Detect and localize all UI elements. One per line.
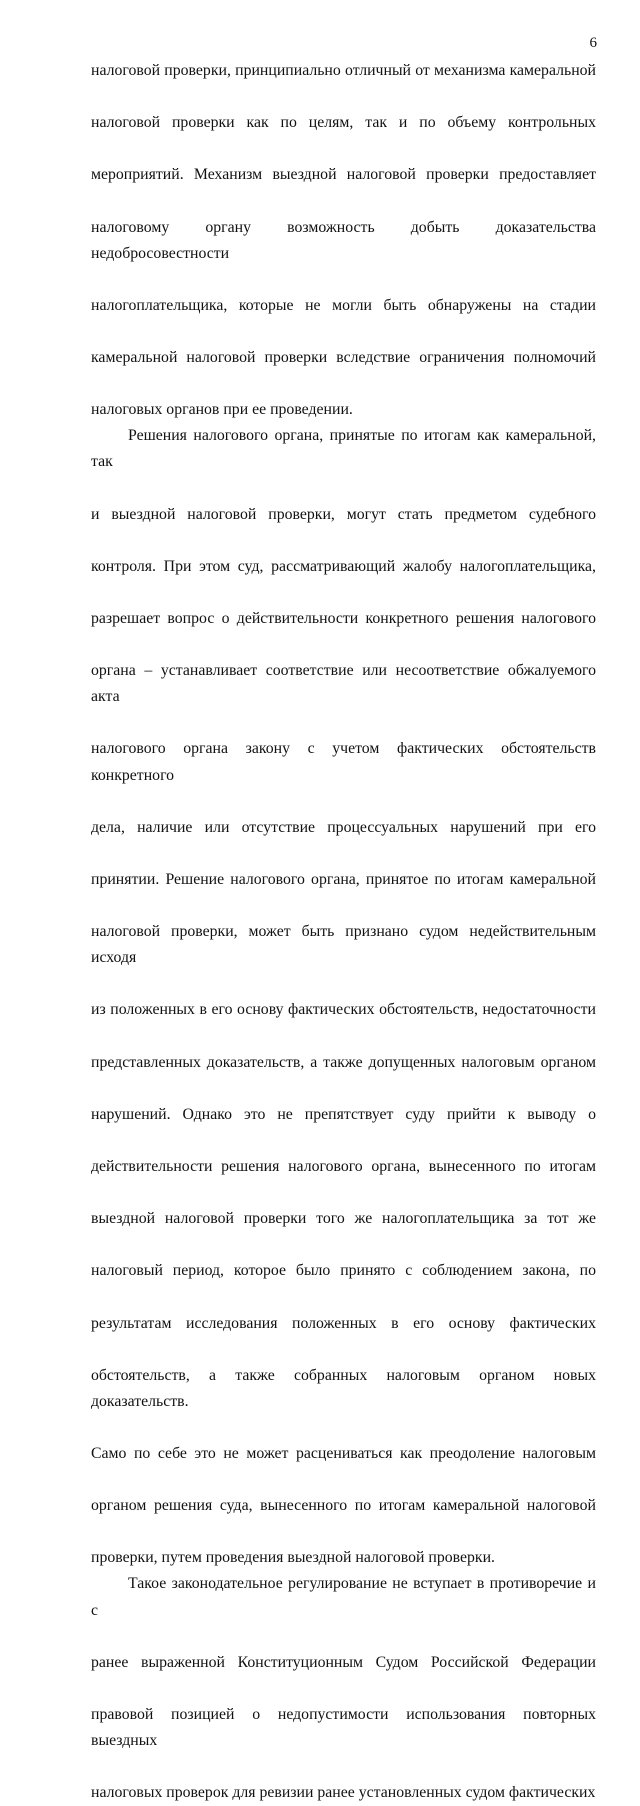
text-line: нарушений. Однако это не препятствует суду прийти к выводу о: [91, 1105, 596, 1123]
text-line: камеральной налоговой проверки вследствие ограничения полномочий: [91, 349, 596, 367]
paragraph: [91, 58, 596, 423]
text-line: Решения налогового органа, принятые по итогам как камеральной, так: [91, 427, 596, 471]
text-line: и выездной налоговой проверки, могут стать предметом судебного: [91, 505, 596, 523]
text-line: органа – устанавливает соответствие или несоответствие обжалуемого акта: [91, 662, 596, 706]
text-line: правовой позицией о недопустимости использования повторных выездных: [91, 1705, 596, 1749]
text-line: налогоплательщика, которые не могли быть обнаружены на стадии: [91, 296, 596, 314]
text-line: мероприятий. Механизм выездной налоговой проверки предоставляет: [91, 166, 596, 184]
page-number: 6: [589, 35, 597, 51]
text-line: налоговый период, которое было принято с соблюдением закона, по: [91, 1262, 596, 1280]
body-text: [91, 58, 596, 1806]
text-line: представленных доказательств, а также допущенных налоговым органом: [91, 1053, 596, 1071]
text-line: дела, наличие или отсутствие процессуальных нарушений при его: [91, 818, 596, 836]
text-line: налоговой проверки, принципиально отличный от механизма камеральной: [91, 62, 596, 79]
text-line: контроля. При этом суд, рассматривающий жалобу налогоплательщика,: [91, 557, 596, 575]
text-line: из положенных в его основу фактических обстоятельств, недостаточности: [91, 1001, 596, 1019]
paragraph: [91, 423, 596, 1571]
text-line: выездной налоговой проверки того же налогоплательщика за тот же: [91, 1210, 596, 1228]
text-line: проверки, путем проведения выездной налоговой проверки.: [91, 1549, 496, 1567]
text-line: Само по себе это не может расцениваться как преодоление налоговым: [91, 1444, 596, 1462]
text-line: ранее выраженной Конституционным Судом Российской Федерации: [91, 1653, 596, 1671]
text-line: налогового органа закону с учетом фактических обстоятельств конкретного: [91, 740, 596, 784]
text-line: налоговых проверок для ревизии ранее установленных судом фактических: [91, 1784, 596, 1802]
paragraph: [91, 1571, 596, 1806]
text-line: разрешает вопрос о действительности конкретного решения налогового: [91, 609, 596, 627]
text-line: налоговой проверки как по целям, так и по объему контрольных: [91, 114, 596, 132]
text-line: налоговому органу возможность добыть доказательства недобросовестности: [91, 218, 596, 262]
text-line: налоговой проверки, может быть признано судом недействительным исходя: [91, 923, 596, 967]
text-line: органом решения суда, вынесенного по итогам камеральной налоговой: [91, 1497, 596, 1515]
text-line: результатам исследования положенных в его основу фактических: [91, 1314, 596, 1332]
text-line: действительности решения налогового органа, вынесенного по итогам: [91, 1157, 596, 1175]
text-line: Такое законодательное регулирование не вступает в противоречие и с: [91, 1575, 596, 1619]
text-line: налоговых органов при ее проведении.: [91, 401, 353, 419]
text-line: обстоятельств, а также собранных налоговым органом новых доказательств.: [91, 1366, 596, 1410]
text-line: принятии. Решение налогового органа, принятое по итогам камеральной: [91, 870, 596, 888]
